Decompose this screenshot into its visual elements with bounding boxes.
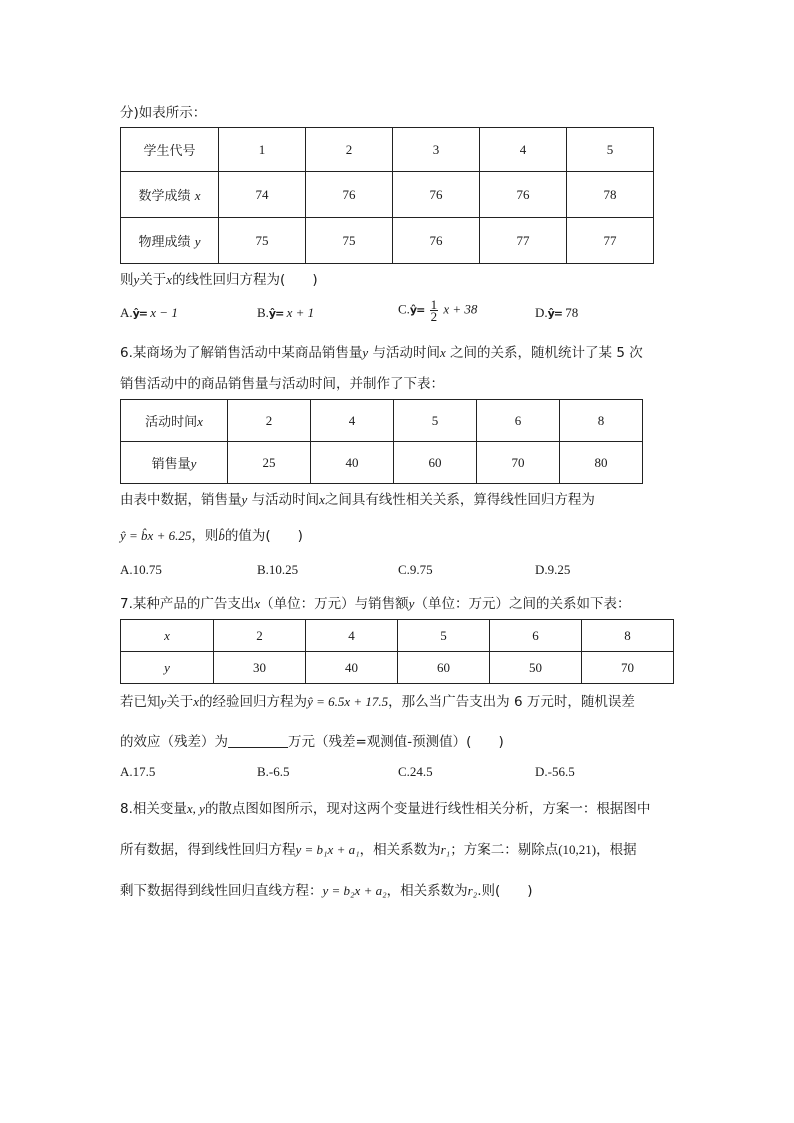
- table-cell: 80: [560, 442, 643, 484]
- table-cell: 76: [306, 172, 393, 218]
- intro-line: 分)如表所示：: [120, 105, 207, 121]
- text: ，相关系数为: [359, 842, 441, 858]
- equation: ŷ = 6.5x + 17.5: [307, 694, 389, 709]
- var-b-hat: b̂: [218, 528, 225, 543]
- table-cell: 75: [219, 218, 306, 264]
- option-a[interactable]: A.10.75: [120, 562, 162, 577]
- text: ，根据: [596, 842, 637, 858]
- regression-glyph: ŷ=: [547, 307, 563, 320]
- sales-table: [120, 399, 643, 484]
- var-x: x: [254, 596, 261, 611]
- text: 则: [120, 272, 134, 288]
- regression-glyph: ŷ=: [268, 307, 284, 320]
- text: 的效应（残差）为: [120, 734, 228, 750]
- q7-line2: [120, 692, 635, 712]
- option-b[interactable]: B.-6.5: [257, 764, 290, 779]
- var-r1: r₁: [440, 842, 451, 857]
- var-xy: x, y: [186, 801, 205, 816]
- option-c[interactable]: C.24.5: [398, 764, 433, 779]
- table-row: [121, 218, 654, 264]
- text: 关于: [139, 272, 167, 288]
- text: 若已知: [120, 694, 161, 710]
- answer-blank[interactable]: [228, 733, 288, 748]
- header-math-score: [121, 172, 219, 218]
- header-sales-volume: [121, 442, 228, 484]
- text: 之间具有线性相关关系，算得线性回归方程为: [324, 492, 595, 508]
- text: ；方案二：剔除点: [450, 842, 559, 858]
- text: 所有数据，得到线性回归方程: [120, 842, 296, 858]
- option-a[interactable]: A.17.5: [120, 764, 156, 779]
- denominator: 2: [430, 309, 438, 324]
- regression-glyph: ŷ=: [409, 303, 425, 317]
- table-row: [121, 620, 674, 652]
- q5-stem: [120, 270, 318, 290]
- text: ，相关系数为: [386, 883, 468, 899]
- table-cell: 76: [480, 172, 567, 218]
- text: （单位：万元）与销售额: [260, 596, 409, 612]
- option-b[interactable]: [257, 305, 314, 321]
- text: 万元（残差=观测值-预测值）( ): [288, 734, 504, 750]
- table-cell: 2: [228, 400, 311, 442]
- table-cell: 5: [567, 128, 654, 172]
- option-d[interactable]: [535, 305, 578, 321]
- q8-line3: [120, 881, 533, 901]
- var-x: x: [193, 694, 200, 709]
- var-r2: r₂: [467, 883, 478, 898]
- table-cell: 70: [477, 442, 560, 484]
- table-cell: 5: [394, 400, 477, 442]
- text: 由表中数据，销售量: [120, 492, 242, 508]
- option-b[interactable]: B.10.25: [257, 562, 299, 577]
- table-cell: 74: [219, 172, 306, 218]
- header-physics-score: [121, 218, 219, 264]
- text: （单位：万元）之间的关系如下表：: [414, 596, 631, 612]
- label-text: 活动时间: [145, 415, 198, 430]
- q6-line3: [120, 490, 595, 510]
- text: 的经验回归方程为: [199, 694, 308, 710]
- var-x: x: [197, 414, 203, 429]
- table-row: [121, 128, 654, 172]
- option-expr: x + 1: [286, 305, 315, 320]
- text: 的散点图如图所示，现对这两个变量进行线性相关分析，方案一：根据图中: [204, 801, 651, 817]
- text: 关于: [166, 694, 194, 710]
- option-c[interactable]: [398, 299, 477, 322]
- table-row: [121, 400, 643, 442]
- table-cell: 8: [560, 400, 643, 442]
- q8-line2: [120, 840, 637, 860]
- var-x: x: [194, 188, 201, 203]
- table-cell: 76: [393, 218, 480, 264]
- table-cell: 4: [306, 620, 398, 652]
- text: 的值为( ): [224, 528, 303, 544]
- option-d[interactable]: D.9.25: [535, 562, 571, 577]
- var-y: y: [194, 234, 201, 249]
- table-cell: 77: [480, 218, 567, 264]
- text: 的线性回归方程为( ): [172, 272, 318, 288]
- table-cell: 4: [480, 128, 567, 172]
- table-row: [121, 172, 654, 218]
- var-y: y: [362, 345, 369, 360]
- table-cell: 76: [393, 172, 480, 218]
- var-y: y: [408, 596, 415, 611]
- text: 剩下数据得到线性回归直线方程：: [120, 883, 323, 899]
- table-cell: 1: [219, 128, 306, 172]
- header-y: y: [121, 652, 214, 684]
- var-x: x: [319, 492, 325, 507]
- table-cell: 50: [490, 652, 582, 684]
- table-cell: 6: [477, 400, 560, 442]
- table-cell: 40: [306, 652, 398, 684]
- equation: ŷ = b̂x + 6.25: [120, 528, 192, 543]
- var-x: x: [439, 345, 446, 360]
- label-text: 数学成绩: [138, 189, 191, 204]
- ad-sales-table: [120, 619, 674, 684]
- score-table: [120, 127, 654, 264]
- text: 与活动时间: [251, 492, 320, 508]
- table-cell: 60: [398, 652, 490, 684]
- text: 6.某商场为了解销售活动中某商品销售量: [120, 345, 363, 361]
- header-student-id: 学生代号: [121, 128, 219, 172]
- text: 7.某种产品的广告支出: [120, 596, 255, 612]
- option-c[interactable]: C.9.75: [398, 562, 433, 577]
- fraction: [430, 299, 439, 322]
- table-row: [121, 652, 674, 684]
- q7-options: [120, 764, 680, 786]
- table-row: [121, 442, 643, 484]
- option-d[interactable]: D.-56.5: [535, 764, 575, 779]
- equation: y = b₁x + a₁: [295, 842, 360, 857]
- table-cell: 25: [228, 442, 311, 484]
- table-cell: 60: [394, 442, 477, 484]
- table-cell: 3: [393, 128, 480, 172]
- table-cell: 30: [214, 652, 306, 684]
- var-y: y: [133, 272, 140, 287]
- table-cell: 70: [582, 652, 674, 684]
- table-cell: 40: [311, 442, 394, 484]
- q6-line1: [120, 343, 643, 363]
- table-cell: 75: [306, 218, 393, 264]
- option-expr: x − 1: [150, 305, 178, 320]
- header-activity-time: [121, 400, 228, 442]
- var-y: y: [160, 694, 167, 709]
- option-label: B.: [257, 305, 269, 320]
- table-cell: 6: [490, 620, 582, 652]
- regression-glyph: ŷ=: [132, 307, 148, 320]
- table-cell: 2: [306, 128, 393, 172]
- option-label: C.: [398, 301, 410, 317]
- text: .则( ): [477, 883, 533, 899]
- label-text: 销售量: [151, 457, 191, 472]
- header-x: x: [121, 620, 214, 652]
- table-cell: 8: [582, 620, 674, 652]
- q7-line1: [120, 594, 630, 614]
- table-cell: 77: [567, 218, 654, 264]
- q6-line4: [120, 526, 303, 546]
- text: 与活动时间: [372, 345, 440, 361]
- numerator: 1: [430, 297, 438, 312]
- text: 8.相关变量: [120, 801, 187, 817]
- text: ，则: [191, 528, 219, 544]
- text: 之间的关系，随机统计了某 5 次: [450, 345, 643, 361]
- option-a[interactable]: [120, 305, 178, 321]
- option-label: D.: [535, 305, 548, 320]
- q8-line1: [120, 799, 650, 819]
- option-label: A.: [120, 305, 133, 320]
- text: ，那么当广告支出为 6 万元时，随机误差: [388, 694, 635, 710]
- table-cell: 5: [398, 620, 490, 652]
- table-cell: 4: [311, 400, 394, 442]
- var-y: y: [190, 456, 197, 471]
- option-expr: 78: [565, 305, 579, 320]
- equation: y = b₂x + a₂: [322, 883, 387, 898]
- label-text: 物理成绩: [138, 235, 191, 250]
- table-cell: 78: [567, 172, 654, 218]
- q7-line3: [120, 732, 504, 752]
- option-expr: x + 38: [443, 301, 478, 317]
- q6-line2: 销售活动中的商品销售量与活动时间，并制作了下表：: [120, 376, 444, 392]
- q6-options: [120, 562, 680, 584]
- table-cell: 2: [214, 620, 306, 652]
- point: (10,21): [558, 842, 597, 857]
- var-x: x: [166, 272, 173, 287]
- q5-options: [120, 297, 680, 327]
- var-y: y: [241, 492, 248, 507]
